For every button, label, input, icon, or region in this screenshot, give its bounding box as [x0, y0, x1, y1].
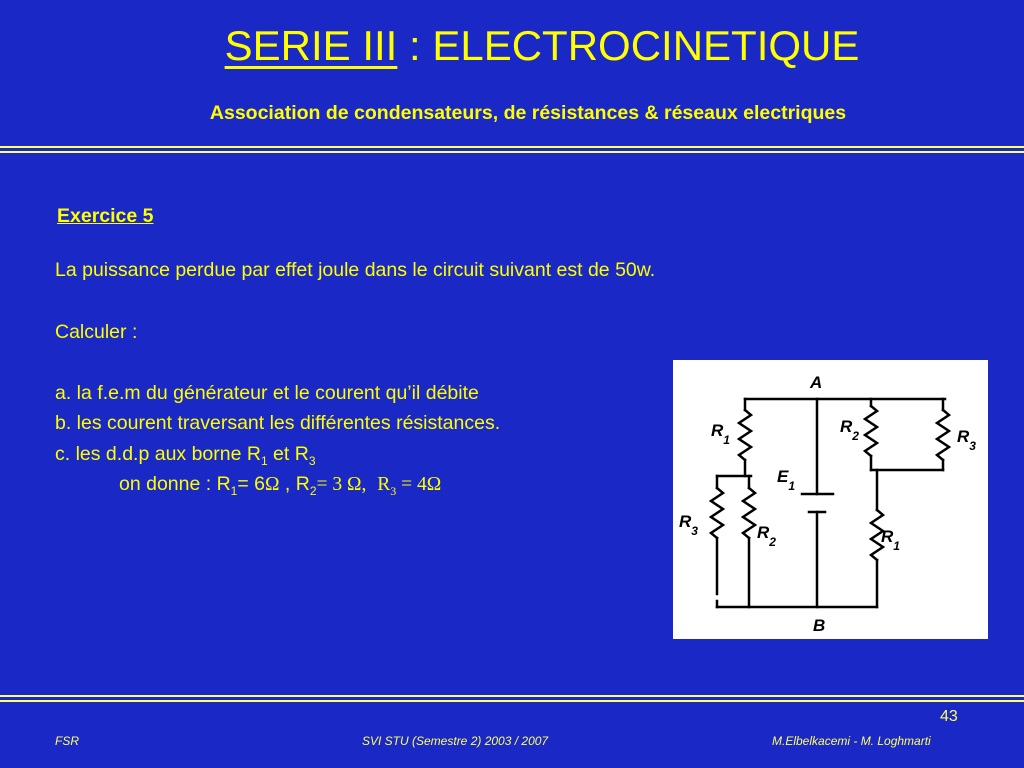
given-r3-label: R — [377, 474, 391, 495]
generator-label: $E_1$ — [777, 467, 796, 493]
page-title — [0, 20, 1024, 72]
resistor-r3-right — [937, 410, 949, 460]
exercise-title: Exercice 5 — [57, 205, 154, 227]
r3-left-label: $R_3$ — [679, 512, 698, 538]
r2-low-label: $R_2$ — [757, 523, 776, 549]
given-sub2: 2 — [309, 483, 317, 498]
header-rule-bottom — [0, 151, 1024, 153]
question-a: a. la f.e.m du générateur et le courent qu’il débite — [55, 382, 479, 404]
calc-label: Calculer : — [55, 321, 138, 343]
given-prefix: on donne : R — [119, 473, 231, 495]
r2-top-label: $R_2$ — [840, 417, 859, 443]
resistor-r3-left — [711, 488, 723, 538]
page-subtitle: Association de condensateurs, de résistances & réseaux electriques — [209, 102, 847, 124]
question-c-prefix: c. les d.d.p aux borne R — [55, 443, 261, 465]
r1-left-label: $R_1$ — [711, 421, 730, 447]
node-b-label: B — [813, 616, 826, 635]
title-series: SERIE III — [224, 22, 398, 69]
given-r3: = 4Ω — [396, 474, 442, 495]
footer-right: M.Elbelkacemi - M. Loghmarti — [772, 734, 931, 748]
footer-center: SVI STU (Semestre 2) 2003 / 2007 — [362, 734, 549, 748]
r1-right-label: $R_1$ — [881, 527, 900, 553]
given-sub1: 1 — [230, 483, 238, 498]
given-r1: = 6 — [237, 473, 266, 495]
question-b: b. les courent traversant les différentes résistances. — [55, 412, 501, 434]
resistor-r2-top — [865, 406, 877, 456]
given-mid: , R — [279, 473, 310, 495]
given-sub3: 3 — [390, 483, 397, 498]
question-c-sub2: 3 — [308, 453, 316, 468]
node-a-label: A — [810, 373, 823, 392]
given-values — [119, 473, 441, 499]
question-c — [55, 443, 316, 468]
title-topic: : ELECTROCINETIQUE — [397, 22, 860, 69]
footer-left: FSR — [55, 734, 79, 748]
circuit-diagram — [673, 360, 988, 639]
question-c-sub1: 1 — [260, 453, 268, 468]
circuit-svg — [673, 360, 988, 639]
resistor-r1-left — [739, 410, 751, 460]
question-c-mid: et R — [267, 443, 309, 465]
header-rule-top — [0, 146, 1024, 148]
given-omega1: Ω — [265, 474, 280, 495]
page-number: 43 — [940, 708, 958, 725]
exercise-statement: La puissance perdue par effet joule dans le circuit suivant est de 50w. — [55, 259, 656, 281]
footer-rule-bottom — [0, 700, 1024, 702]
r3-right-label: $R_3$ — [957, 427, 976, 453]
given-r2: = 3 Ω, — [316, 474, 367, 495]
footer-rule-top — [0, 695, 1024, 697]
resistor-r2-low — [743, 488, 755, 538]
